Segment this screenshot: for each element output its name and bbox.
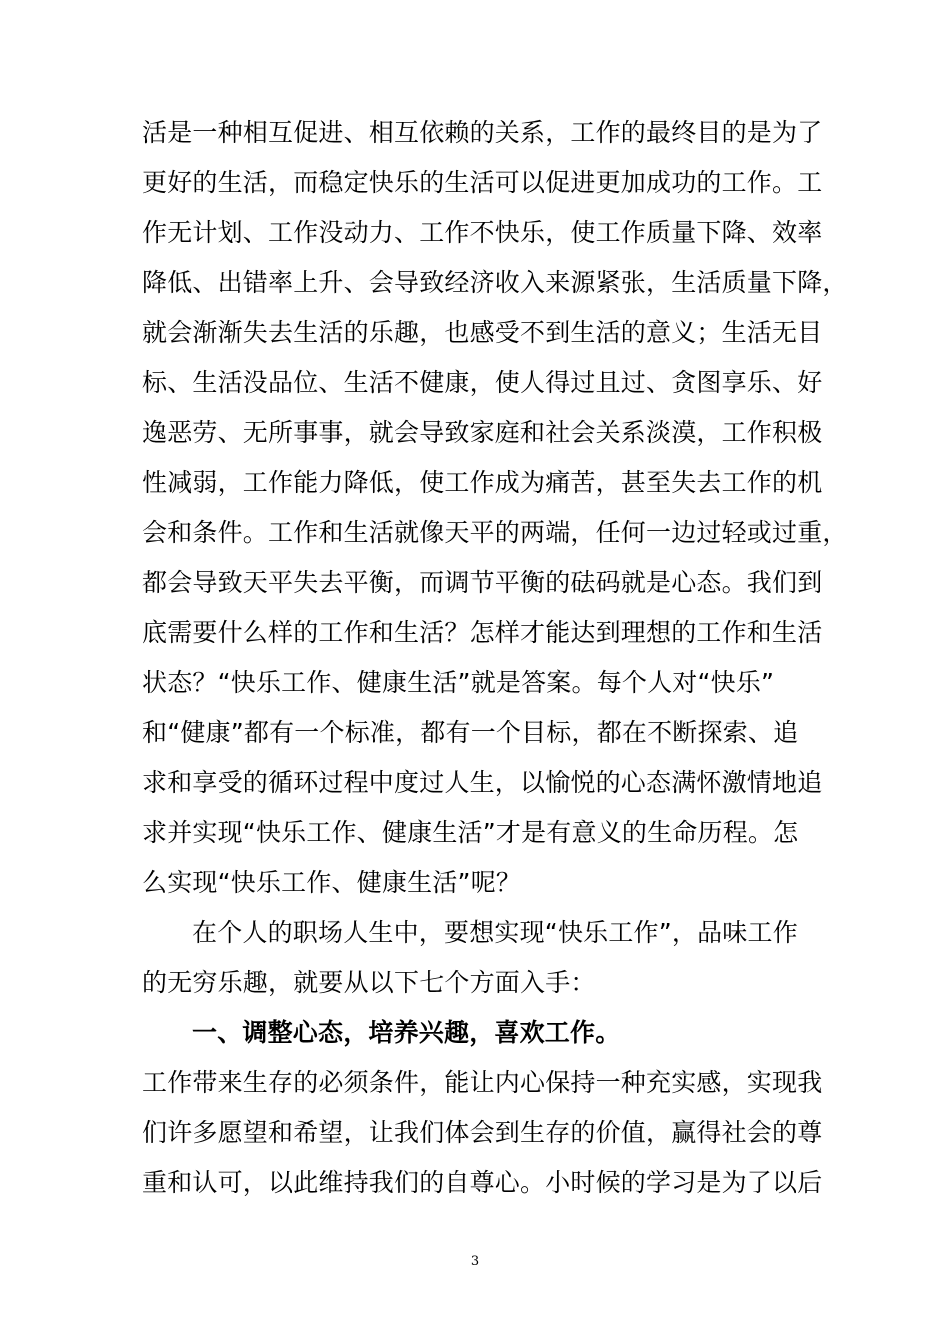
section-heading: 一、调整心态，培养兴趣，喜欢工作。 (192, 1018, 621, 1047)
text-line: 重和认可，以此维持我们的自尊心。小时候的学习是为了以后 (142, 1168, 823, 1197)
page-number: 3 (470, 1254, 480, 1269)
text-line: 作无计划、工作没动力、工作不快乐，使工作质量下降、效率 (142, 218, 823, 247)
text-line: 更好的生活，而稳定快乐的生活可以促进更加成功的工作。工 (142, 168, 823, 197)
text-line: 都会导致天平失去平衡，而调节平衡的砝码就是心态。我们到 (142, 568, 823, 597)
text-line: 状态？“快乐工作、健康生活”就是答案。每个人对“快乐” (142, 668, 775, 697)
text-line: 工作带来生存的必须条件，能让内心保持一种充实感，实现我 (142, 1068, 823, 1097)
body-text (142, 108, 848, 1208)
text-line: 性减弱，工作能力降低，使工作成为痛苦，甚至失去工作的机 (142, 468, 823, 497)
text-line: 标、生活没品位、生活不健康，使人得过且过、贪图享乐、好 (142, 368, 823, 397)
text-line: 求和享受的循环过程中度过人生，以愉悦的心态满怀激情地追 (142, 768, 823, 797)
text-line: 的无穷乐趣，就要从以下七个方面入手： (142, 968, 596, 997)
text-line: 活是一种相互促进、相互依赖的关系，工作的最终目的是为了 (142, 118, 823, 147)
text-line: 么实现“快乐工作、健康生活”呢？ (142, 868, 522, 897)
text-line: 和“健康”都有一个标准，都有一个目标，都在不断探索、追 (142, 718, 799, 747)
text-line: 降低、出错率上升、会导致经济收入来源紧张，生活质量下降， (142, 268, 848, 297)
paragraph-first-line: 在个人的职场人生中，要想实现“快乐工作”，品味工作 (192, 918, 798, 947)
text-line: 们许多愿望和希望，让我们体会到生存的价值，赢得社会的尊 (142, 1118, 823, 1147)
text-line: 逸恶劳、无所事事，就会导致家庭和社会关系淡漠，工作积极 (142, 418, 823, 447)
text-line: 就会渐渐失去生活的乐趣，也感受不到生活的意义；生活无目 (142, 318, 823, 347)
text-line: 会和条件。工作和生活就像天平的两端，任何一边过轻或过重， (142, 518, 848, 547)
text-line: 底需要什么样的工作和生活？怎样才能达到理想的工作和生活 (142, 618, 823, 647)
text-line: 求并实现“快乐工作、健康生活”才是有意义的生命历程。怎 (142, 818, 799, 847)
